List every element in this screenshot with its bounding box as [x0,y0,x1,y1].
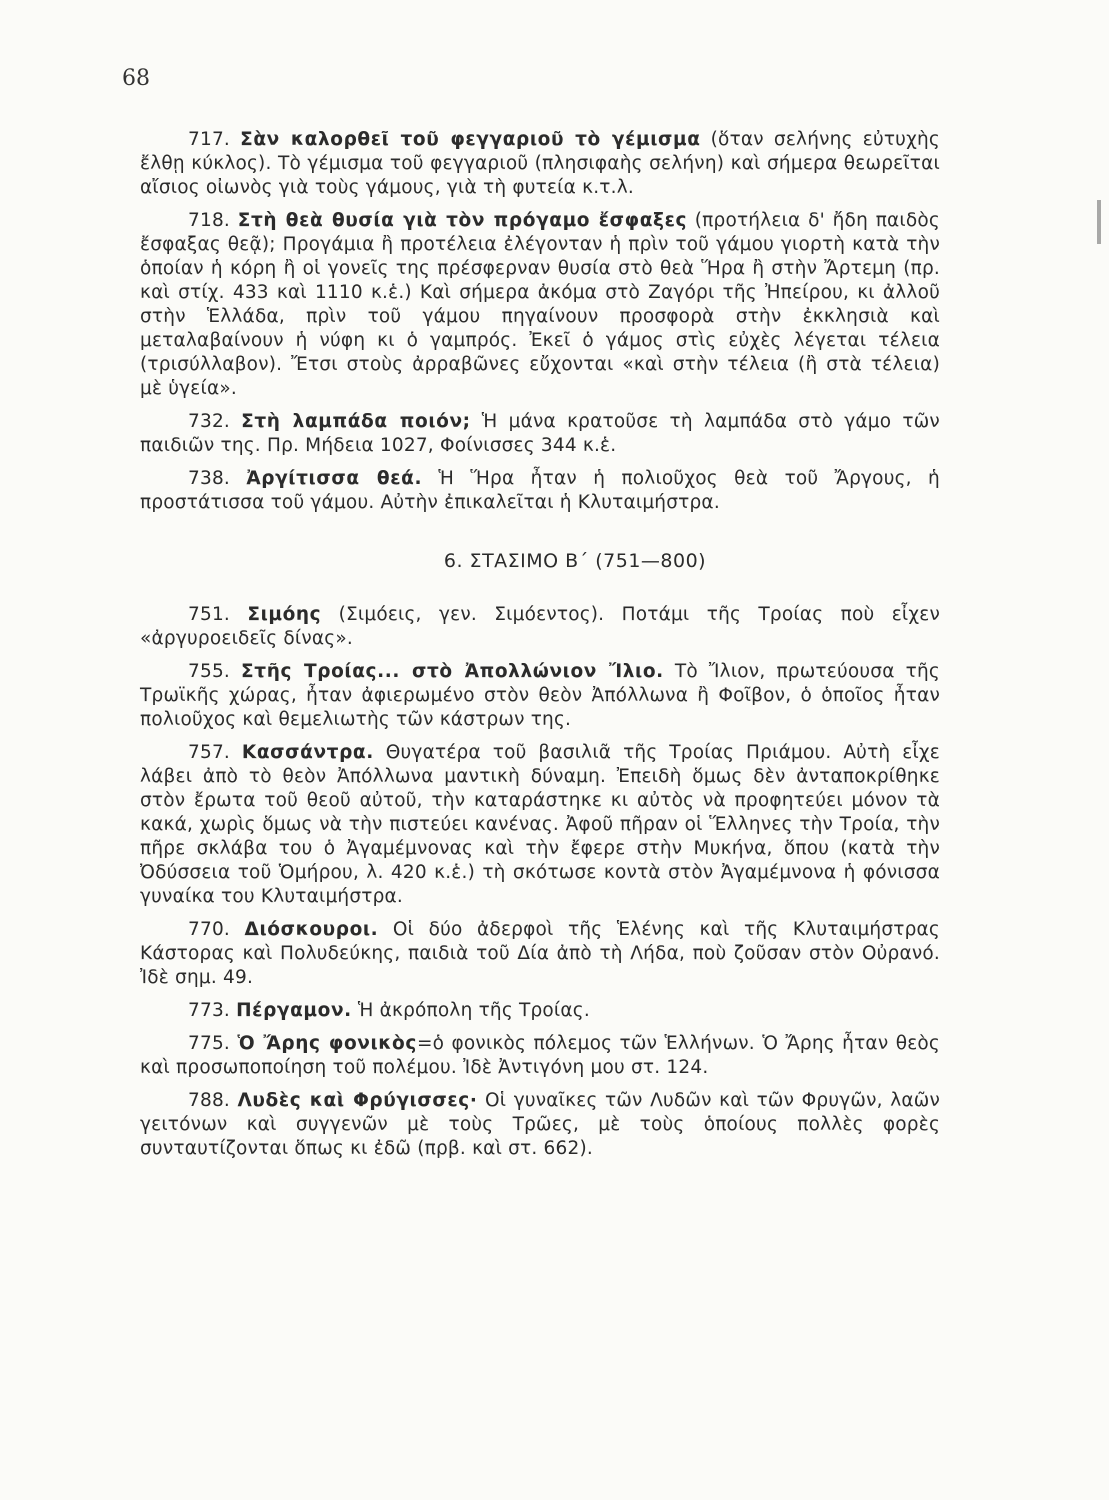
note-788 [140,1089,940,1161]
note-732 [140,410,940,458]
entries-top [140,128,940,515]
note-717 [140,128,940,200]
note-body: (ὅταν σελήνης εὐτυχὴς ἔλθῃ κύκλος). Τὸ γέμισμα τοῦ φεγγαριοῦ (πλησιφαὴς σελήνη) καὶ σήμερα θεωρεῖται αἴσιος οἰωνὸς γιὰ τοὺς γάμους, γιὰ τὴ φυτεία κ.τ.λ. [140,129,940,198]
note-757 [140,741,940,909]
note-lemma: Λυδὲς καὶ Φρύγισσες· [237,1090,478,1111]
note-body: Ἡ μάνα κρατοῦσε τὴ λαμπάδα στὸ γάμο τῶν παιδιῶν της. Πρ. Μήδεια 1027, Φοίνισσες 344 κ.ἑ. [140,411,940,456]
page-number: 68 [122,66,150,91]
note-lemma: Διόσκουροι. [244,919,379,940]
note-lemma: Στὴ λαμπάδα ποιόν; [241,411,471,432]
note-body: Ἡ ἀκρόπολη τῆς Τροίας. [351,1000,590,1021]
note-number: 738. [188,468,230,489]
note-body: Οἱ γυναῖκες τῶν Λυδῶν καὶ τῶν Φρυγῶν, λαῶν γειτόνων καὶ συγγενῶν μὲ τοὺς Τρῶες, μὲ τοὺς ὁποίους πολλὲς φορὲς συνταυτίζονται ὅπως κι ἐδῶ (πρβ. καὶ στ. 662). [140,1090,940,1159]
commentary-text [140,128,940,1170]
note-number: 751. [188,604,230,625]
note-number: 757. [188,742,230,763]
note-number: 732. [188,411,230,432]
note-body: (Σιμόεις, γεν. Σιμόεντος). Ποτάμι τῆς Τροίας ποὺ εἶχεν «ἀργυροειδεῖς δίνας». [140,604,940,649]
entries-bottom [140,603,940,1161]
note-number: 717. [188,129,230,150]
note-lemma: Πέργαμον. [236,1000,352,1021]
note-751 [140,603,940,651]
note-738 [140,467,940,515]
note-lemma: Κασσάντρα. [241,742,374,763]
note-body: Οἱ δύο ἀδερφοὶ τῆς Ἑλένης καὶ τῆς Κλυταιμήστρας Κάστορας καὶ Πολυδεύκης, παιδιὰ τοῦ Δία ἀπὸ τὴ Λήδα, ποὺ ζοῦσαν στὸν Οὐρανό. Ἰδὲ σημ. 49. [140,919,940,988]
note-lemma: Ἀργίτισσα θεά. [246,468,423,489]
note-number: 755. [188,661,230,682]
note-755 [140,660,940,732]
note-number: 718. [188,210,230,231]
note-body: =ὁ φονικὸς πόλεμος τῶν Ἑλλήνων. Ὁ Ἄρης ἦταν θεὸς καὶ προσωποποίηση τοῦ πολέμου. Ἰδὲ Ἀντιγόνη μου στ. 124. [140,1033,940,1078]
note-number: 773. [188,1000,230,1021]
note-body: (προτήλεια δ' ἤδη παιδὸς ἔσφαξας θεᾷ); Προγάμια ἢ προτέλεια ἐλέγονταν ἡ πρὶν τοῦ γάμου γιορτὴ κατὰ τὴν ὁποίαν ἡ κόρη ἢ οἱ γονεῖς της πρέσφερναν θυσία στὸ θεὰ Ἥρα ἢ στὴν Ἄρτεμη (πρ. καὶ στίχ. 433 καὶ 1110 κ.ἑ.) Καὶ σήμερα ἀκόμα στὸ Ζαγόρι τῆς Ἠπείρου, κι ἀλλοῦ στὴν Ἑλλάδα, πρὶν τοῦ γάμου πηγαίνουν προσφορὰ στὴν ἐκκλησιὰ καὶ μεταλαβαίνουν ἡ νύφη κι ὁ γαμπρός. Ἐκεῖ ὁ γάμος στὶς εὐχὲς λέγεται τέλεια (τρισύλλαβον). Ἔτσι στοὺς ἀρραβῶνες εὔχονται «καὶ στὴν τέλεια (ἢ στὰ τέλεια) μὲ ὑγεία». [140,210,940,399]
note-lemma: Στῆς Τροίας... στὸ Ἀπολλώνιον Ἴλιο. [241,661,664,682]
note-lemma: Στὴ θεὰ θυσία γιὰ τὸν πρόγαμο ἔσφαξες [237,210,688,231]
note-number: 770. [188,919,230,940]
note-770 [140,918,940,990]
note-number: 788. [188,1090,230,1111]
note-773 [140,999,940,1023]
note-718 [140,209,940,401]
note-body: Θυγατέρα τοῦ βασιλιᾶ τῆς Τροίας Πριάμου. Αὐτὴ εἶχε λάβει ἀπὸ τὸ θεὸν Ἀπόλλωνα μαντικὴ δύναμη. Ἐπειδὴ ὅμως δὲν ἀνταποκρίθηκε στὸν ἔρωτα τοῦ θεοῦ αὐτοῦ, τὴν καταράστηκε κι αὐτὸς νὰ προφητεύει μόνον τὰ κακά, χωρὶς ὅμως νὰ τὴν πιστεύει κανένας. Ἀφοῦ πῆραν οἱ Ἕλληνες τὴν Τροία, τὴν πῆρε σκλάβα του ὁ Ἀγαμέμνονας καὶ τὴν ἔφερε στὴν Μυκήνα, ὅπου (κατὰ τὴν Ὀδύσσεια τοῦ Ὁμήρου, λ. 420 κ.ἑ.) τὴ σκότωσε κοντὰ στὸν Ἀγαμέμνονα ἡ φόνισσα γυναίκα του Κλυταιμήστρα. [140,742,940,907]
note-lemma: Ὁ Ἄρης φονικὸς [237,1033,417,1054]
note-775 [140,1032,940,1080]
note-lemma: Σὰν καλορθεῖ τοῦ φεγγαριοῦ τὸ γέμισμα [240,129,701,150]
note-number: 775. [188,1033,230,1054]
note-lemma: Σιμόης [247,604,322,625]
section-heading: 6. ΣΤΑΣΙΜΟ Β΄ (751—800) [443,550,707,572]
margin-mark [1097,200,1101,244]
note-body: Τὸ Ἴλιον, πρωτεύουσα τῆς Τρωϊκῆς χώρας, ἦταν ἀφιερωμένο στὸν θεὸν Ἀπόλλωνα ἢ Φοῖβον, ὁ ὁποῖος ἦταν πολιοῦχος καὶ θεμελιωτὴς τῶν κάστρων της. [140,661,940,730]
note-body: Ἡ Ἥρα ἦταν ἡ πολιοῦχος θεὰ τοῦ Ἄργους, ἡ προστάτισσα τοῦ γάμου. Αὐτὴν ἐπικαλεῖται ἡ Κλυταιμήστρα. [140,468,940,513]
